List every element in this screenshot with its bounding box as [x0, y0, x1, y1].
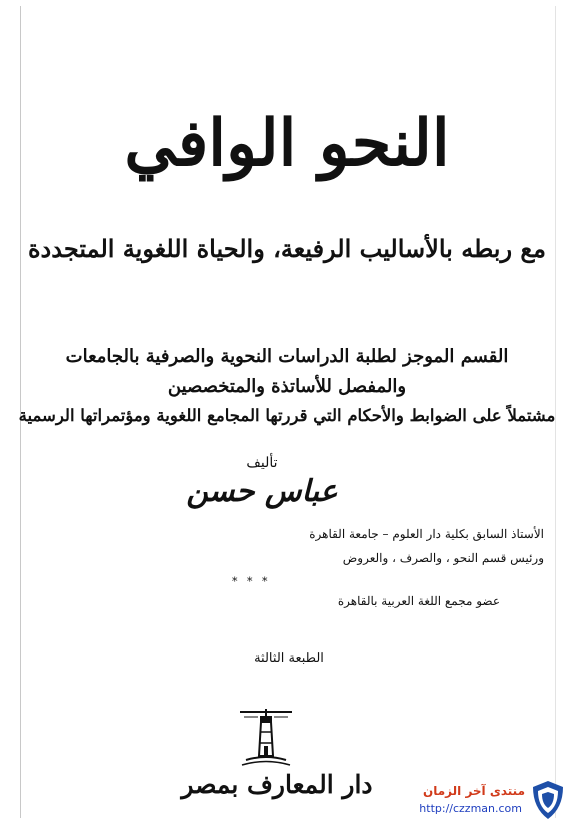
author-name: عباس حسن	[186, 474, 338, 509]
book-title: النحو الوافي	[124, 106, 450, 181]
separator-stars: * * *	[232, 575, 271, 588]
publisher: دار المعارف بمصر	[181, 770, 373, 799]
edition: الطبعة الثالثة	[254, 651, 324, 666]
description-line-2: والمفصل للأساتذة والمتخصصين	[167, 376, 407, 397]
author-membership: عضو مجمع اللغة العربية بالقاهرة	[337, 594, 500, 608]
author-credential-1: الأستاذ السابق بكلية دار العلوم – جامعة القاهرة	[309, 527, 544, 541]
description-line-1: القسم الموجز لطلبة الدراسات النحوية والصرفية بالجامعات	[65, 346, 509, 367]
watermark-url[interactable]: http://czzman.com	[419, 802, 522, 815]
shield-logo-icon	[530, 780, 566, 820]
book-subtitle: مع ربطه بالأساليب الرفيعة، والحياة اللغوية المتجددة	[27, 234, 547, 263]
author-label: تأليف	[246, 455, 278, 471]
description-line-3: مشتملاً على الضوابط والأحكام التي قررتها المجامع اللغوية ومؤتمراتها الرسمية	[18, 406, 556, 425]
author-credential-2: ورئيس قسم النحو ، والصرف ، والعروض	[342, 551, 544, 565]
watermark-forum-name: منتدى آخر الزمان	[423, 784, 525, 798]
lighthouse-emblem-icon	[236, 706, 296, 768]
